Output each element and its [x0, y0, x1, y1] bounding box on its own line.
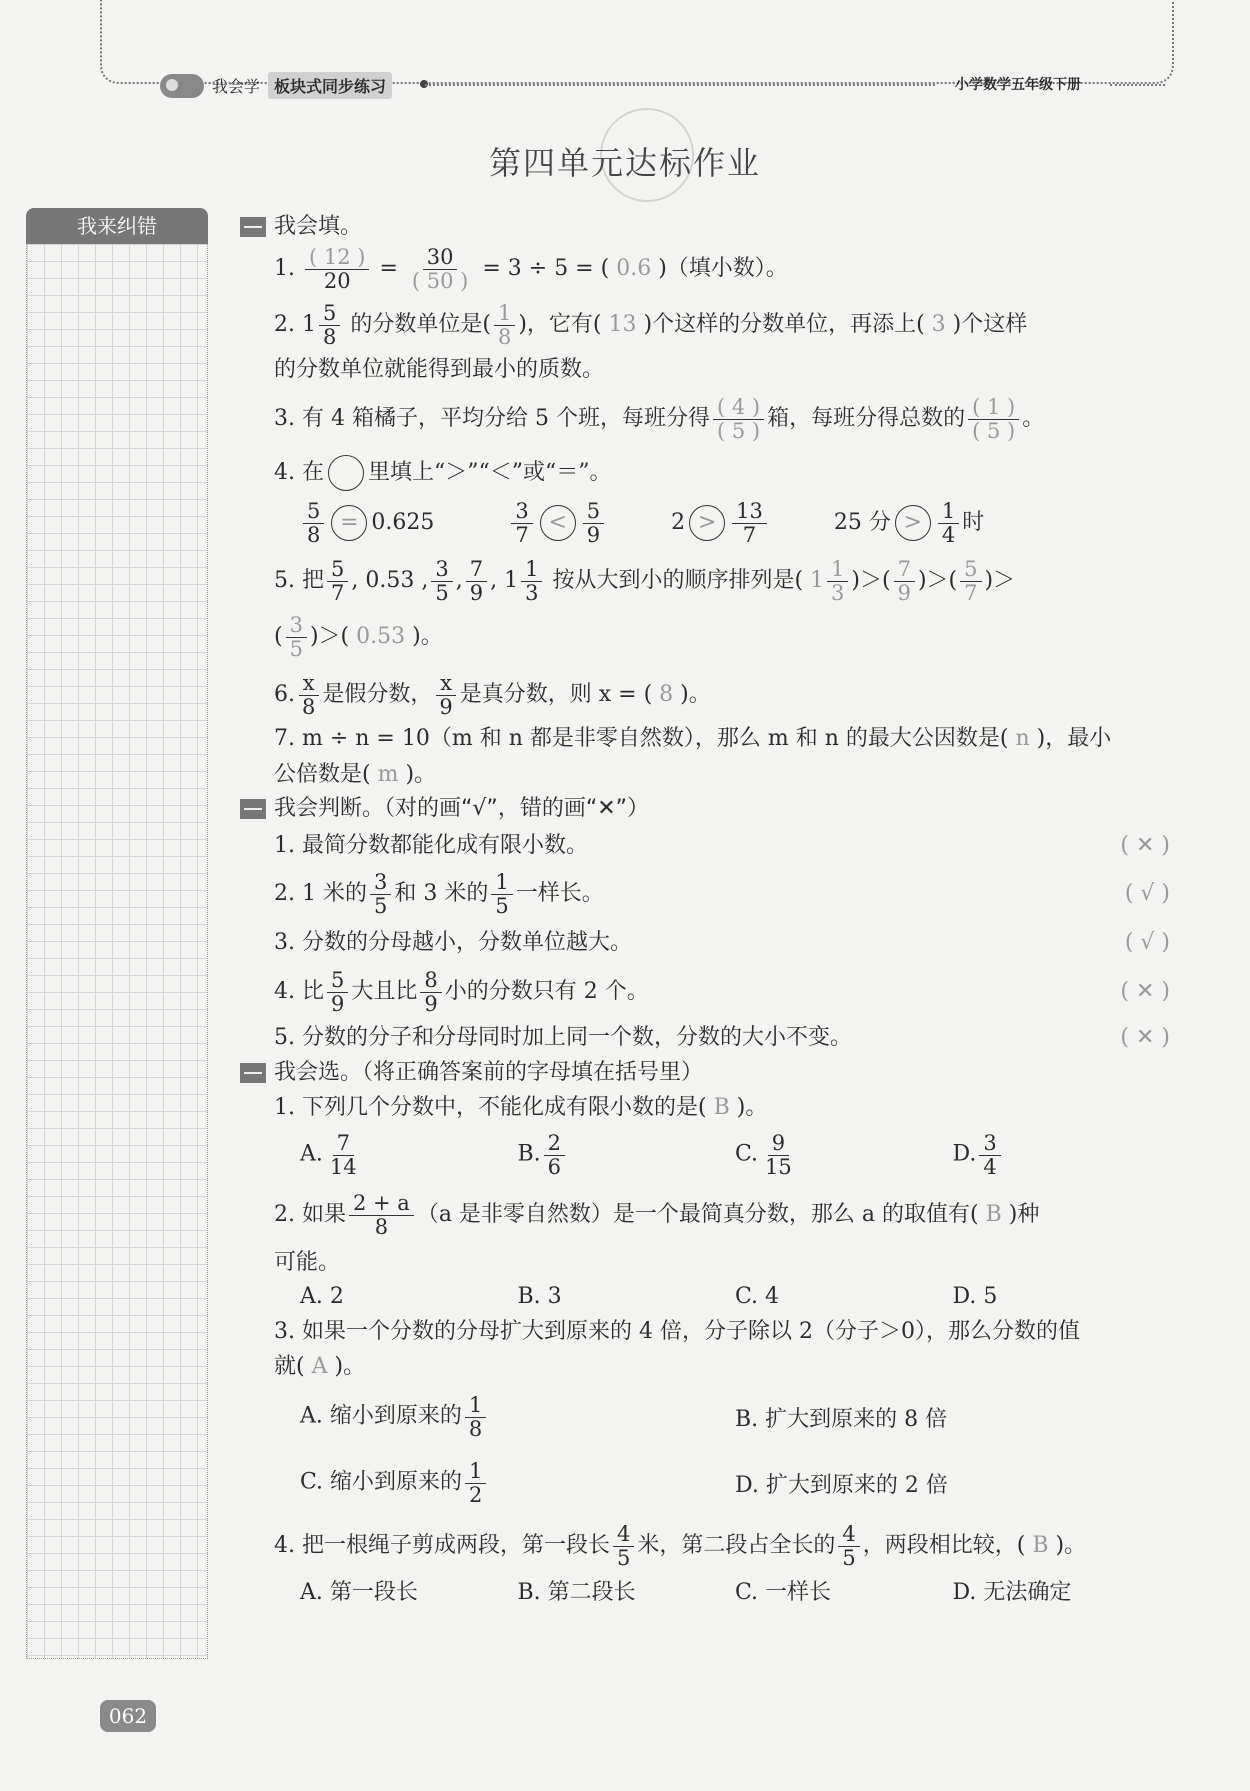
- section-choose: [240, 1056, 1170, 1090]
- text: )个这样的分数单位，再添上(: [643, 312, 925, 337]
- option-letter: A.: [300, 1142, 323, 1167]
- numerator: 7: [333, 1132, 354, 1155]
- question-1-2-cont: [240, 350, 1170, 390]
- answer: ( √ ): [1124, 930, 1170, 955]
- fraction: [305, 246, 369, 291]
- denominator: 5: [495, 893, 509, 918]
- fraction: [327, 969, 348, 1014]
- text: 4. 比: [274, 979, 324, 1004]
- fraction: [420, 969, 441, 1014]
- fraction: [370, 871, 391, 916]
- section-fill: [240, 210, 1170, 244]
- fraction: [327, 558, 348, 603]
- denominator: 5: [289, 636, 303, 661]
- header-divider-right: [1110, 84, 1165, 86]
- text: 3. 分数的分母越小，分数单位越大。: [274, 930, 632, 955]
- numerator: 5: [960, 558, 981, 581]
- numerator: ( 1 ): [968, 396, 1019, 419]
- text: 2. 如果: [274, 1202, 346, 1227]
- denominator: 3: [525, 580, 539, 605]
- header-divider: [425, 84, 935, 86]
- option: D. 5: [952, 1284, 998, 1309]
- question-3-3-cont: [240, 1350, 1170, 1384]
- numerator: 1: [465, 1394, 486, 1417]
- text: )，它有(: [518, 312, 602, 337]
- answer: B: [1032, 1533, 1049, 1558]
- text: 0.625: [371, 510, 435, 535]
- numerator: 1: [521, 558, 542, 581]
- option: A. 2: [300, 1284, 344, 1309]
- fraction-answer: [960, 558, 981, 603]
- denominator: 3: [831, 580, 845, 605]
- numerator: 3: [979, 1132, 1000, 1155]
- text: 2: [671, 510, 686, 535]
- text: 箱，每班分得总数的: [767, 406, 966, 431]
- text: )＞: [984, 568, 1016, 593]
- text: )，最小: [1036, 726, 1112, 751]
- fraction: [431, 558, 452, 603]
- numerator: x: [299, 672, 319, 695]
- text: 和 3 米的: [394, 881, 489, 906]
- fraction: [511, 500, 532, 545]
- denominator: 8: [374, 1214, 389, 1239]
- denominator: 5: [842, 1545, 856, 1570]
- denominator: 14: [329, 1154, 357, 1179]
- denominator: 5: [617, 1545, 631, 1570]
- text: 可能。: [274, 1250, 341, 1275]
- fraction: [349, 1192, 414, 1237]
- fraction: [303, 500, 324, 545]
- text: )。: [405, 762, 437, 787]
- answer: 1: [810, 568, 825, 593]
- text: 是真分数，则 x = (: [459, 682, 653, 707]
- question-1-7-cont: [240, 758, 1170, 792]
- numerator: 8: [420, 969, 441, 992]
- text: 里填上“＞”“＜”或“＝”。: [367, 460, 612, 485]
- answer: n: [1015, 726, 1030, 751]
- question-3-1: [240, 1090, 1170, 1126]
- text: (: [274, 624, 283, 649]
- text: 25 分: [833, 510, 891, 535]
- fraction-answer: [894, 558, 915, 603]
- question-1-4: [240, 448, 1170, 498]
- compare-answer: >: [895, 505, 931, 541]
- denominator: 7: [742, 522, 757, 547]
- fraction: [521, 558, 542, 603]
- text: , 0.53 ,: [351, 568, 429, 593]
- compare-answer: =: [331, 505, 367, 541]
- fraction: [732, 500, 767, 545]
- option: D. 扩大到原来的 2 倍: [735, 1472, 948, 1498]
- denominator: 8: [497, 324, 512, 349]
- text: 大且比: [351, 979, 418, 1004]
- denominator: 6: [547, 1154, 562, 1179]
- numerator: 4: [838, 1523, 859, 1546]
- text: ,: [455, 568, 463, 593]
- book-name: 小学数学五年级下册: [955, 77, 1081, 93]
- fraction-answer: [494, 302, 515, 347]
- text: 5. 分数的分子和分母同时加上同一个数，分数的大小不变。: [274, 1025, 852, 1050]
- answer: 13: [608, 312, 637, 337]
- section-judge: [240, 792, 1170, 826]
- denominator: 8: [322, 324, 337, 349]
- fraction: [613, 1523, 634, 1568]
- text: （a 是非零自然数）是一个最简真分数，那么 a 的取值有(: [416, 1202, 979, 1227]
- text: )。: [1055, 1533, 1087, 1558]
- question-1-6: [240, 670, 1170, 720]
- fraction: [979, 1132, 1000, 1177]
- fraction: [761, 1132, 796, 1177]
- correction-grid: [26, 244, 208, 1659]
- judge-item: [240, 1020, 1170, 1056]
- denominator: ( 5 ): [716, 418, 761, 443]
- fraction: [298, 672, 319, 717]
- numerator: 13: [732, 500, 767, 523]
- option-text: A. 缩小到原来的: [300, 1404, 462, 1429]
- fraction: [583, 500, 604, 545]
- numerator: 7: [466, 558, 487, 581]
- answer: B: [985, 1202, 1002, 1227]
- numerator: 30: [423, 246, 458, 269]
- text: 4. 把一根绳子剪成两段，第一段长: [274, 1533, 610, 1558]
- fraction-answer: [713, 396, 764, 441]
- text: )。: [334, 1354, 366, 1379]
- options: [240, 1384, 1170, 1450]
- worksheet: [240, 210, 1170, 1610]
- question-1-5: [240, 556, 1170, 606]
- denominator: 9: [424, 991, 438, 1016]
- denominator: 9: [330, 991, 345, 1016]
- text: 米，第二段占全长的: [637, 1533, 836, 1558]
- denominator: 5: [435, 580, 449, 605]
- text: 是假分数，: [322, 682, 433, 707]
- fraction: [544, 1132, 565, 1177]
- numerator: 1: [491, 871, 512, 894]
- sidebar-title: 我来纠错: [26, 208, 208, 244]
- sidebar: [26, 208, 208, 1658]
- fraction: [491, 871, 512, 916]
- text: )。: [736, 1095, 768, 1120]
- text: , 1: [490, 568, 519, 593]
- fraction: [838, 1523, 859, 1568]
- fraction: [435, 672, 456, 717]
- question-3-2: [240, 1184, 1170, 1246]
- text: 2. 1 米的: [274, 881, 367, 906]
- page-title: 第四单元达标作业: [488, 144, 761, 182]
- text: 1. 最简分数都能化成有限小数。: [274, 833, 588, 858]
- header-brand: [160, 72, 392, 99]
- option: [518, 1132, 736, 1177]
- text: 5. 把: [274, 568, 324, 593]
- numerator: x: [436, 672, 456, 695]
- answer: ( √ ): [1124, 881, 1170, 906]
- denominator: 7: [515, 522, 529, 547]
- numerator: 5: [319, 302, 340, 325]
- section-title: 我会选。（将正确答案前的字母填在括号里）: [274, 1060, 704, 1085]
- numerator: 2: [544, 1132, 565, 1155]
- blank-circle-icon: [328, 455, 364, 491]
- denominator: 20: [323, 268, 351, 293]
- fraction-answer: [286, 614, 307, 659]
- text: 时: [962, 510, 985, 535]
- denominator: 9: [439, 694, 453, 719]
- text: )＞(: [917, 568, 958, 593]
- fraction: [408, 246, 472, 291]
- text: )。: [412, 624, 443, 649]
- text: ，两段相比较，(: [862, 1533, 1026, 1558]
- numerator: 5: [327, 558, 348, 581]
- denominator: 2: [469, 1482, 483, 1507]
- option-letter: D.: [952, 1142, 977, 1167]
- numerator: ( 4 ): [713, 396, 764, 419]
- option: [300, 1460, 735, 1505]
- answer: ( 12 ): [305, 246, 369, 269]
- answer: 8: [659, 682, 674, 707]
- denominator: 4: [983, 1154, 997, 1179]
- answer: 0.6: [616, 256, 652, 281]
- fraction: [465, 1460, 486, 1505]
- option: [300, 1132, 518, 1177]
- section-marker-icon: [240, 799, 266, 819]
- compare-answer: <: [540, 505, 576, 541]
- fraction: [319, 302, 340, 347]
- options: [240, 1576, 1170, 1610]
- options: [240, 1280, 1170, 1314]
- denominator: 8: [468, 1416, 483, 1441]
- numerator: 4: [613, 1523, 634, 1546]
- fraction: [938, 500, 959, 545]
- text: 公倍数是(: [274, 762, 371, 787]
- denominator: 15: [765, 1154, 792, 1179]
- option: A. 第一段长: [300, 1580, 418, 1605]
- numerator: 1: [938, 500, 959, 523]
- text: 一样长。: [515, 881, 604, 906]
- answer: ( ✕ ): [1120, 1025, 1170, 1050]
- fraction: [465, 1394, 486, 1439]
- answer: A: [311, 1354, 328, 1379]
- denominator: ( 5 ): [972, 418, 1016, 443]
- fraction-answer: [968, 396, 1019, 441]
- numerator: 5: [327, 969, 348, 992]
- text: 就(: [274, 1354, 305, 1379]
- text: 6.: [274, 682, 295, 707]
- question-3-2-cont: [240, 1246, 1170, 1280]
- question-1-3: [240, 394, 1170, 444]
- numerator: 3: [370, 871, 391, 894]
- text: 。: [1022, 406, 1045, 431]
- numerator: 3: [286, 614, 307, 637]
- answer: 0.53: [356, 624, 406, 649]
- numerator: 1: [827, 558, 848, 581]
- text: 2. 1: [274, 312, 316, 337]
- question-1-4-items: [240, 498, 1170, 548]
- option: [735, 1132, 953, 1177]
- section-title: 我会判断。（对的画“√”，错的画“✕”）: [274, 796, 650, 821]
- option: [953, 1132, 1171, 1177]
- answer: ( 50 ): [411, 268, 469, 293]
- numerator: 1: [465, 1460, 486, 1483]
- answer: ( ✕ ): [1120, 833, 1170, 858]
- compare-answer: >: [689, 505, 725, 541]
- answer: ( ✕ ): [1120, 979, 1170, 1004]
- denominator: 5: [373, 893, 388, 918]
- numerator: 7: [894, 558, 915, 581]
- equals: =: [372, 256, 405, 281]
- numerator: 9: [768, 1132, 789, 1155]
- numerator: 3: [511, 500, 532, 523]
- question-3-3: [240, 1314, 1170, 1350]
- numerator: 3: [431, 558, 452, 581]
- option-text: C. 缩小到原来的: [300, 1470, 463, 1495]
- numerator: 2 + a: [349, 1192, 414, 1215]
- options: [240, 1450, 1170, 1516]
- answer: 3: [931, 312, 946, 337]
- series-name: 板块式同步练习: [268, 72, 392, 99]
- question-1-1: [240, 244, 1170, 294]
- brand-logo-icon: [160, 74, 204, 98]
- question-1-5-cont: [240, 612, 1170, 662]
- text: )＞(: [309, 624, 350, 649]
- section-marker-icon: [240, 217, 266, 237]
- question-1-2: [240, 300, 1170, 350]
- text: 1. 下列几个分数中，不能化成有限小数的是(: [274, 1095, 707, 1120]
- option: B. 3: [517, 1284, 562, 1309]
- numerator: 1: [494, 302, 515, 325]
- denominator: 4: [941, 522, 956, 547]
- text: 3. 有 4 箱橘子，平均分给 5 个班，每班分得: [274, 406, 710, 431]
- judge-item: [240, 922, 1170, 964]
- text: )＞(: [851, 568, 891, 593]
- text: 按从大到小的顺序排列是(: [552, 568, 804, 593]
- denominator: 7: [964, 580, 978, 605]
- denominator: 7: [330, 580, 345, 605]
- option: D. 无法确定: [952, 1580, 1072, 1605]
- q-number: 1.: [274, 256, 295, 281]
- option-letter: C.: [735, 1142, 759, 1167]
- numerator: 5: [303, 500, 324, 523]
- denominator: 9: [586, 522, 601, 547]
- option: C. 4: [735, 1284, 780, 1309]
- fraction: [326, 1132, 361, 1177]
- option: B. 第二段长: [517, 1580, 636, 1605]
- judge-item: [240, 964, 1170, 1020]
- answer: m: [377, 762, 399, 787]
- denominator: 9: [897, 580, 911, 605]
- question-3-4: [240, 1516, 1170, 1576]
- fraction: [466, 558, 487, 603]
- judge-item: [240, 866, 1170, 922]
- option: B. 扩大到原来的 8 倍: [735, 1406, 948, 1432]
- numerator: 5: [583, 500, 604, 523]
- text: 小的分数只有 2 个。: [444, 979, 649, 1004]
- denominator: 8: [302, 694, 316, 719]
- judge-item: [240, 826, 1170, 866]
- answer: B: [713, 1095, 730, 1120]
- option-letter: B.: [517, 1142, 541, 1167]
- options: [240, 1126, 1170, 1184]
- text: 的分数单位就能得到最小的质数。: [274, 357, 605, 382]
- page-number: 062: [100, 1700, 156, 1732]
- text: )种: [1008, 1202, 1040, 1227]
- text: 3. 如果一个分数的分母扩大到原来的 4 倍，分子除以 2（分子＞0），那么分数的值: [274, 1319, 1080, 1344]
- text: = 3 ÷ 5 = (: [475, 256, 610, 281]
- section-title: 我会填。: [274, 214, 363, 239]
- text: )个这样: [952, 312, 1028, 337]
- text: )。: [680, 682, 711, 707]
- text: )（填小数）。: [658, 256, 788, 281]
- option: [300, 1394, 735, 1439]
- section-marker-icon: [240, 1063, 266, 1083]
- text: 4. 在: [274, 460, 324, 485]
- text: 的分数单位是(: [350, 312, 491, 337]
- text: 7. m ÷ n = 10（m 和 n 都是非零自然数），那么 m 和 n 的最大公因数是(: [274, 726, 1009, 751]
- option: C. 一样长: [735, 1580, 832, 1605]
- brand-name: 我会学: [212, 77, 261, 96]
- denominator: 9: [469, 580, 484, 605]
- fraction-answer: [827, 558, 848, 603]
- question-1-7: [240, 720, 1170, 758]
- denominator: 8: [307, 522, 321, 547]
